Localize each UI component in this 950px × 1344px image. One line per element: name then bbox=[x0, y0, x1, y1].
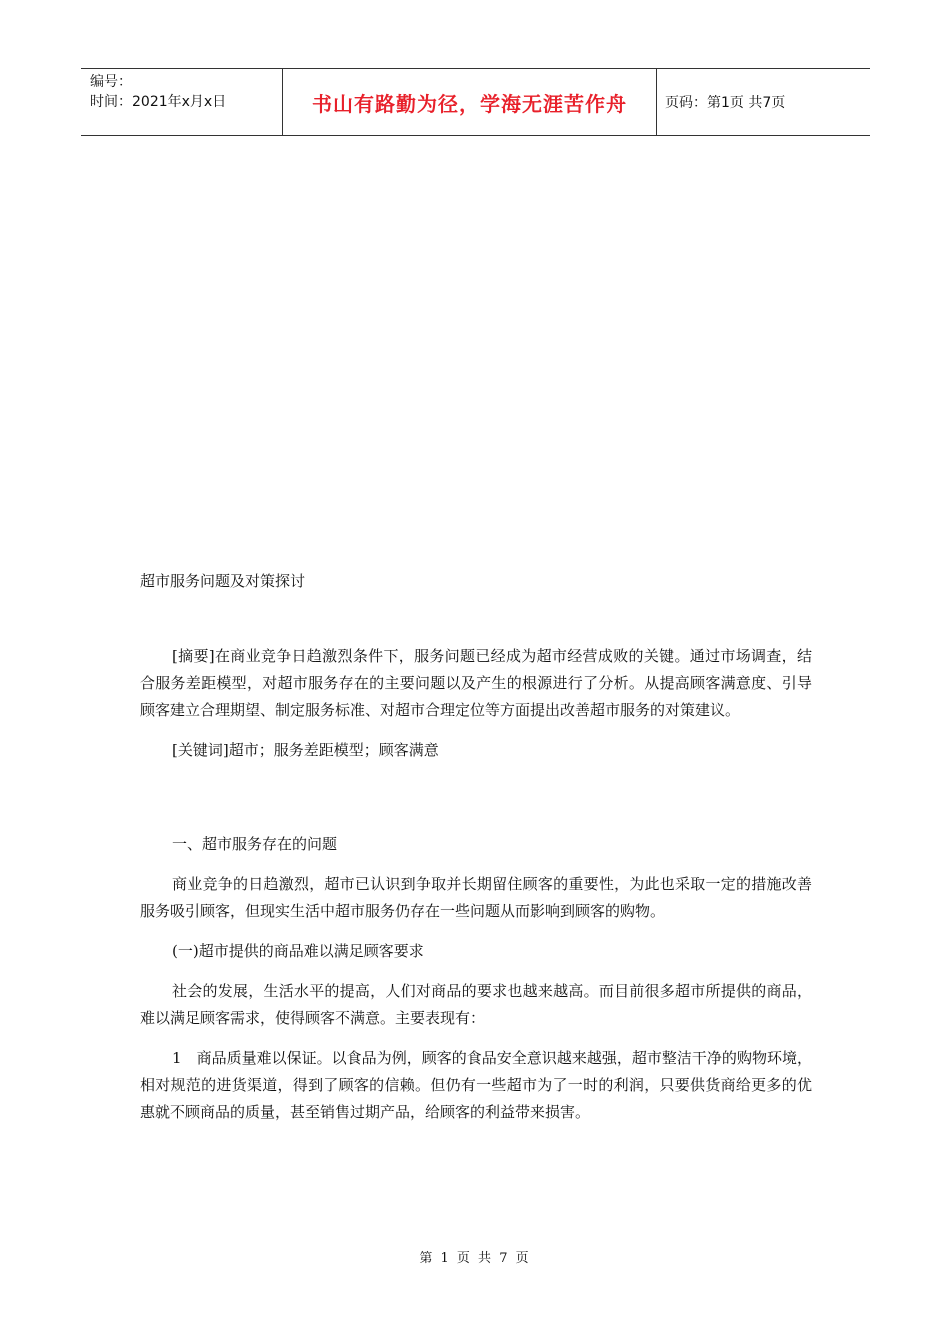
document-body bbox=[140, 568, 812, 1126]
section1-heading: 一、超市服务存在的问题 bbox=[172, 835, 338, 853]
list-item-1: 1 商品质量难以保证。以食品为例，顾客的食品安全意识越来越强，超市整洁干净的购物环境，相对规范的进货渠道，得到了顾客的信赖。但仍有一些超市为了一时的利润，只要供货商给更多的优惠就不顾商品的质量，甚至销售过期产品，给顾客的利益带来损害。 bbox=[140, 1049, 812, 1121]
header-motto: 书山有路勤为径，学海无涯苦作舟 bbox=[282, 69, 657, 135]
header-info-cell bbox=[81, 69, 282, 135]
header-table bbox=[81, 68, 870, 136]
subsection1-heading: (一)超市提供的商品难以满足顾客要求 bbox=[172, 942, 424, 960]
section1-paragraph: 商业竞争的日趋激烈，超市已认识到争取并长期留住顾客的重要性，为此也采取一定的措施改善服务吸引顾客，但现实生活中超市服务仍存在一些问题从而影响到顾客的购物。 bbox=[140, 875, 812, 920]
document-title: 超市服务问题及对策探讨 bbox=[140, 572, 306, 590]
time-label: 时间：2021年x月x日 bbox=[90, 94, 227, 110]
code-label: 编号： bbox=[90, 74, 132, 90]
keywords-paragraph: [关键词]超市；服务差距模型；顾客满意 bbox=[172, 741, 439, 759]
abstract-paragraph: [摘要]在商业竞争日趋激烈条件下，服务问题已经成为超市经营成败的关键。通过市场调查，结合服务差距模型，对超市服务存在的主要问题以及产生的根源进行了分析。从提高顾客满意度、引导顾客建立合理期望、制定服务标准、对超市合理定位等方面提出改善超市服务的对策建议。 bbox=[140, 647, 812, 719]
subsection1-paragraph: 社会的发展，生活水平的提高，人们对商品的要求也越来越高。而目前很多超市所提供的商品，难以满足顾客需求，使得顾客不满意。主要表现有： bbox=[140, 982, 812, 1027]
page-footer: 第 1 页 共 7 页 bbox=[419, 1251, 531, 1266]
header-page-info: 页码：第1页 共7页 bbox=[665, 95, 786, 111]
